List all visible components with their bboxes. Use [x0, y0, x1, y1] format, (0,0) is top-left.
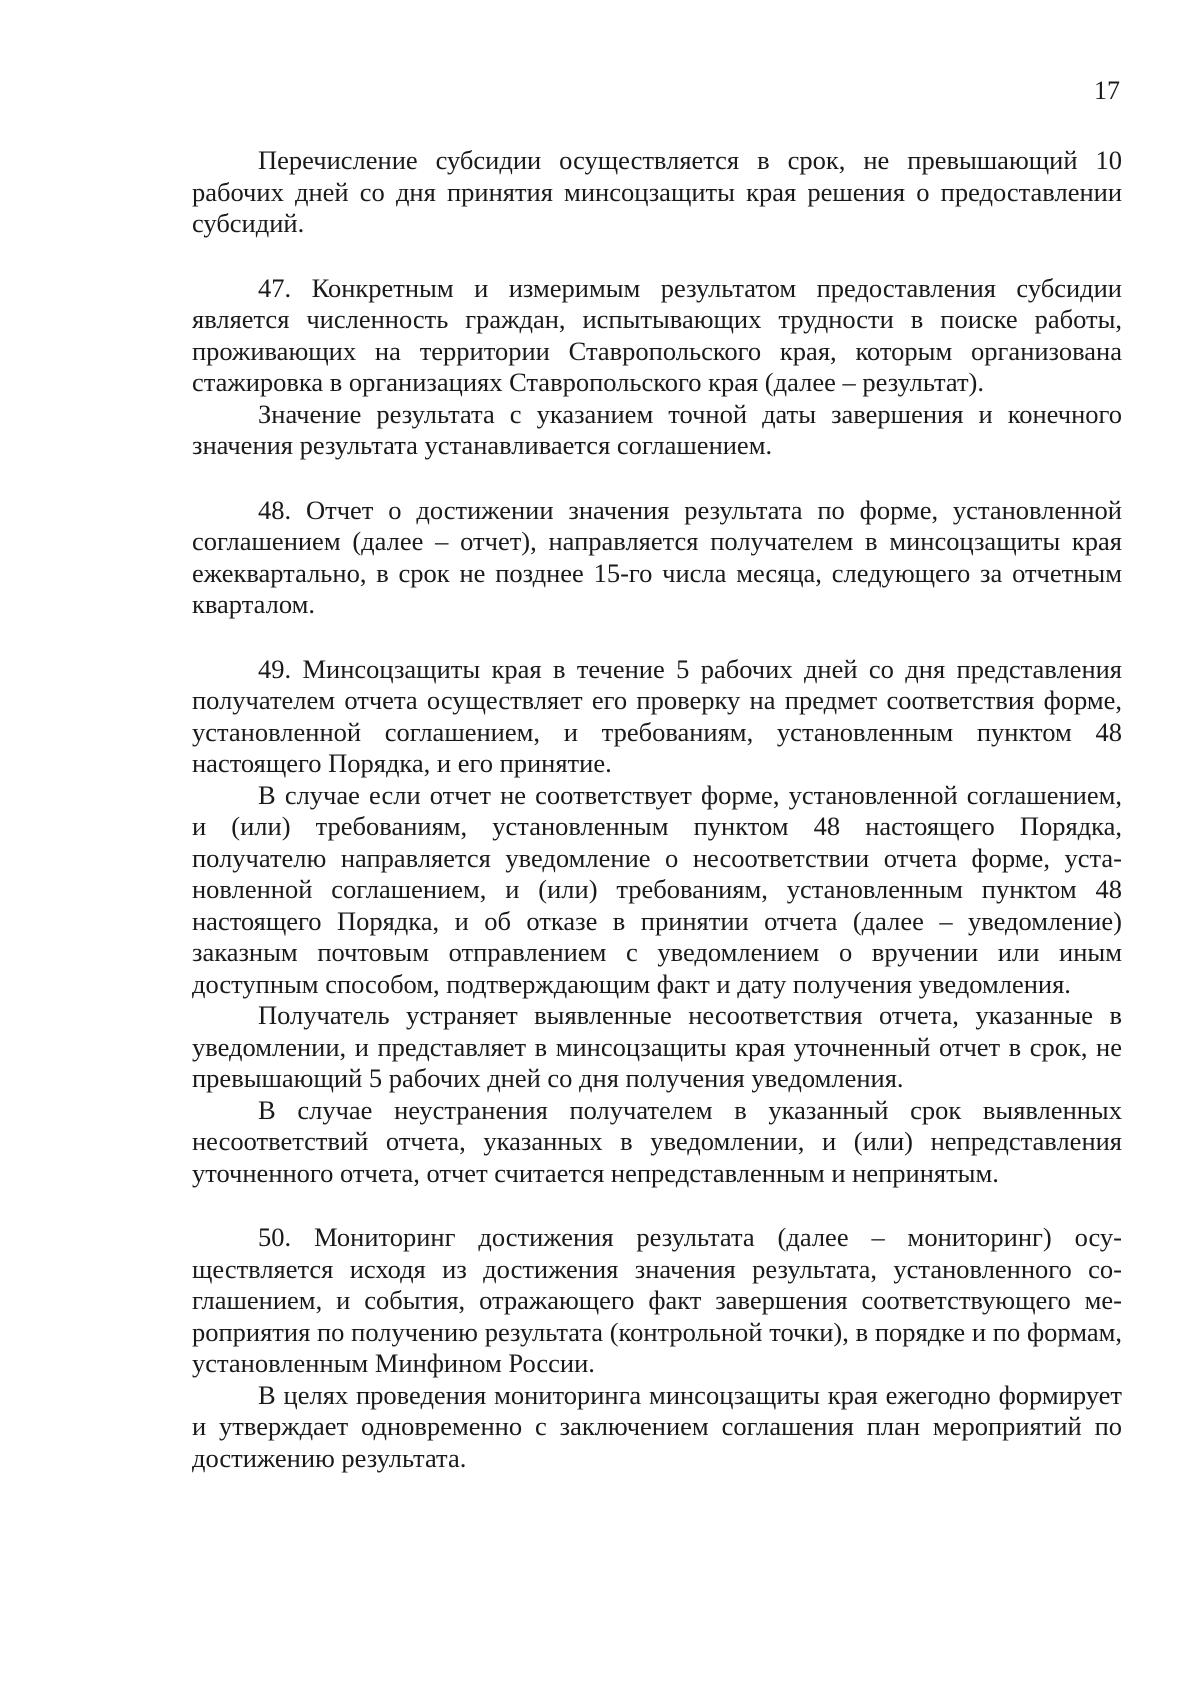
paragraph-48-report: 48. Отчет о достижении значения результата по форме, установленной соглашением (далее – отчет), направляется получателем в минсоцзащиты края ежеквартально, в срок не позднее 15-го числа месяца, следующего за отчетным кварталом. [192, 494, 1122, 619]
paragraph-49-correction: Получатель устраняет выявленные несоответствия отчета, указанные в уведомлении, и представляет в минсоцзащиты края уточненный отчет в срок, не превышающий 5 рабочих дней со дня получения уведомления. [192, 1000, 1122, 1093]
paragraph-49-not-accepted: В случае неустранения получателем в указанный срок выявленных несоответствий отчета, указанных в уведомлении, и (или) непредставления уточненного отчета, отчет считается непредставленным и непринятым. [192, 1094, 1122, 1188]
paragraph-49-review: 49. Минсоцзащиты края в течение 5 рабочих дней со дня представления получателем отчета осуществляет его проверку на предмет соответствия форме, установленной соглашением, и требованиям, установленным пунктом 48 настоящего Порядка, и его принятие. [192, 653, 1122, 778]
paragraph-subsidy-transfer: Перечисление субсидии осуществляется в срок, не превышающий 10 рабочих дней со дня принятия минсоцзащиты края решения о предоставлении субсидий. [192, 145, 1122, 238]
page-number: 17 [1094, 76, 1120, 105]
paragraph-47-result: 47. Конкретным и измеримым результатом предоставления субсидии является численность граждан, испытывающих трудности в поиске работы, проживающих на территории Ставропольского края, которым организована стажировка в организациях Ставропольского края (далее – результат). [192, 272, 1122, 397]
document-body [192, 145, 1122, 1474]
paragraph-47-result-value: Значение результата с указанием точной даты завершения и конечного значения результата устанавливается соглашением. [192, 398, 1122, 460]
paragraph-50-plan: В целях проведения мониторинга минсоцзащиты края ежегодно формирует и утверждает одновременно с заключением соглашения план мероприятий по достижению результата. [192, 1379, 1122, 1473]
paragraph-49-nonconformity: В случае если отчет не соответствует форме, установленной соглашением, и (или) требованиям, установленным пунктом 48 настоящего Порядка, получателю направляется уведомление о несоответствии отчета форме, установленной соглашением, и (или) требованиям, установленным пунктом 48 настоящего Порядка, и об отказе в принятии отчета (далее – уведомление) заказным почтовым отправлением с уведомлением о вручении или иным доступным способом, подтверждающим факт и дату получения уведомления. [192, 779, 1122, 999]
paragraph-50-monitoring: 50. Мониторинг достижения результата (далее – мониторинг) осуществляется исходя из достижения значения результата, установленного соглашением, и события, отражающего факт завершения соответствующего мероприятия по получению результата (контрольной точки), в порядке и по формам, установленным Минфином России. [192, 1222, 1122, 1378]
